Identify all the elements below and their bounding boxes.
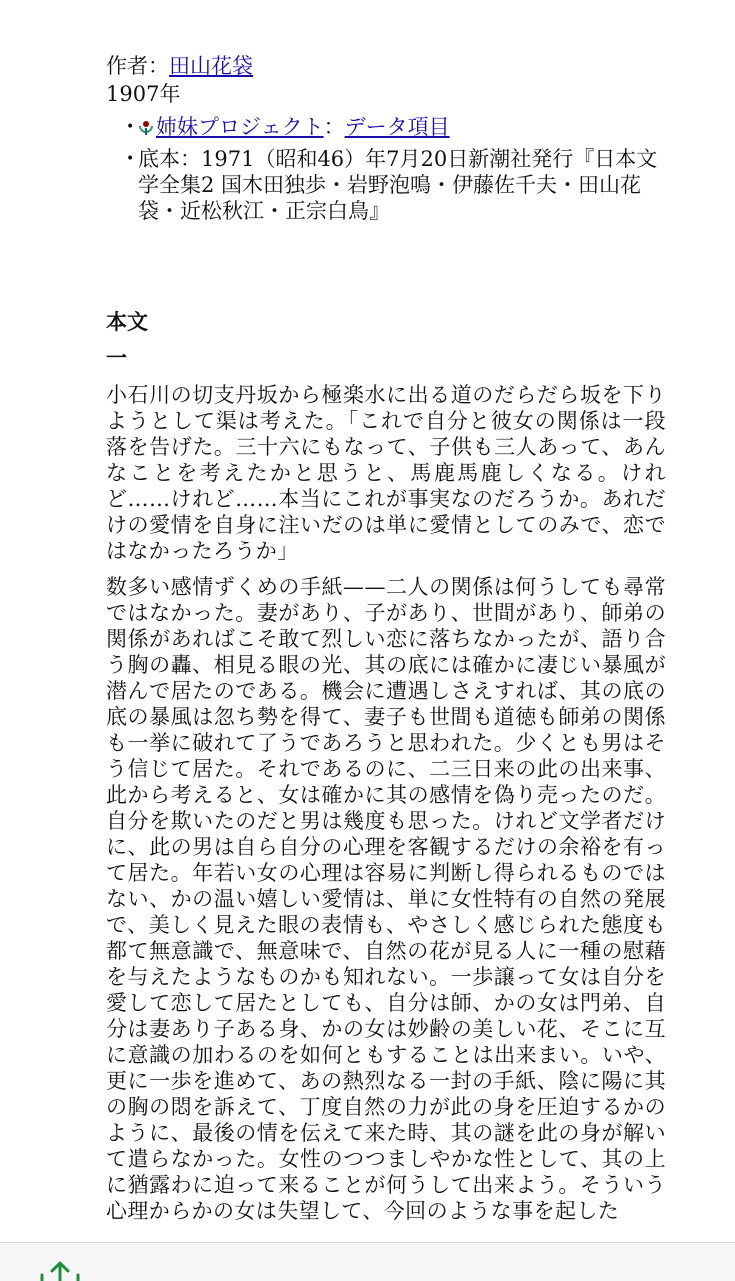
section-title: 本文	[106, 310, 148, 334]
paragraph-2: 数多い感情ずくめの手紙——二人の関係は何うしても尋常ではなかった。妻があり、子があり、世間があり、師弟の関係があればこそ敢て烈しい恋に落ちなかったが、語り合う胸の轟、相見る眼の光、其の底には確かに凄じい暴風が潜んで居たのである。機会に遭遇しさえすれば、其の底の底の暴風は忽ち勢を得て、妻子も世間も道徳も師弟の関係も一挙に破れて了うであろうと思われた。少くとも男はそう信じて居た。それであるのに、二三日来の此の出来事、此から考えると、女は確かに其の感情を偽り売ったのだ。自分を欺いたのだと男は幾度も思った。けれど文学者だけに、此の男は自ら自分の心理を客観するだけの余裕を有って居た。年若い女の心理は容易に判断し得られるものではない、かの温い嬉しい愛情は、単に女性特有の自然の発展で、美しく見えた眼の表情も、やさしく感じられた態度も都て無意識で、無意味で、自然の花が見る人に一種の慰藉を与えたようなものかも知れない。一歩譲って女は自分を愛して恋して居たとしても、自分は師、かの女は門弟、自分は妻あり子ある身、かの女は妙齢の美しい花、そこに互に意識の加わるのを如何ともすることは出来まい。いや、更に一歩を進めて、あの熱烈なる一封の手紙、陰に陽に其の胸の悶を訴えて、丁度自然の力が此の身を圧迫するかのように、最後の情を伝えて来た時、其の謎を此の身が解いて遣らなかった。女性のつつましやかな性として、其の上に猶露わに迫って来ることが何うして出来よう。そういう心理からかの女は失望して、今回のような事を起した	[106, 575, 666, 1223]
sister-project-link[interactable]: 姉妹プロジェクト	[156, 115, 324, 139]
author-line	[106, 52, 666, 80]
author-label: 作者：	[106, 54, 169, 78]
paragraph-1: 小石川の切支丹坂から極楽水に出る道のだらだら坂を下りようとして渠は考えた。「これで自分と彼女の関係は一段落を告げた。三十六にもなって、子供も三人あって、あんなことを考えたかと思うと、馬鹿馬鹿しくなる。けれど……けれど……本当にこれが事実なのだろうか。あれだけの愛情を自身に注いだのは単に愛情としてのみで、恋ではなかったろうか」	[106, 383, 666, 563]
share-icon[interactable]	[38, 1261, 82, 1281]
wikimedia-icon	[138, 120, 154, 136]
author-link[interactable]: 田山花袋	[169, 54, 253, 78]
meta-separator: ：	[323, 115, 345, 139]
meta-list	[106, 114, 666, 224]
data-item-link[interactable]: データ項目	[344, 115, 450, 139]
bottom-toolbar	[0, 1242, 735, 1281]
sister-project-item	[126, 114, 666, 140]
article-content	[106, 52, 666, 1234]
chapter-number: 一	[106, 346, 127, 370]
source-item: • 底本：1971（昭和46）年7月20日新潮社発行『日本文学全集2 国木田独歩・岩野泡鳴・伊藤佐千夫・田山花袋・近松秋江・正宗白鳥』	[126, 146, 666, 224]
publication-year: 1907年	[106, 82, 181, 106]
